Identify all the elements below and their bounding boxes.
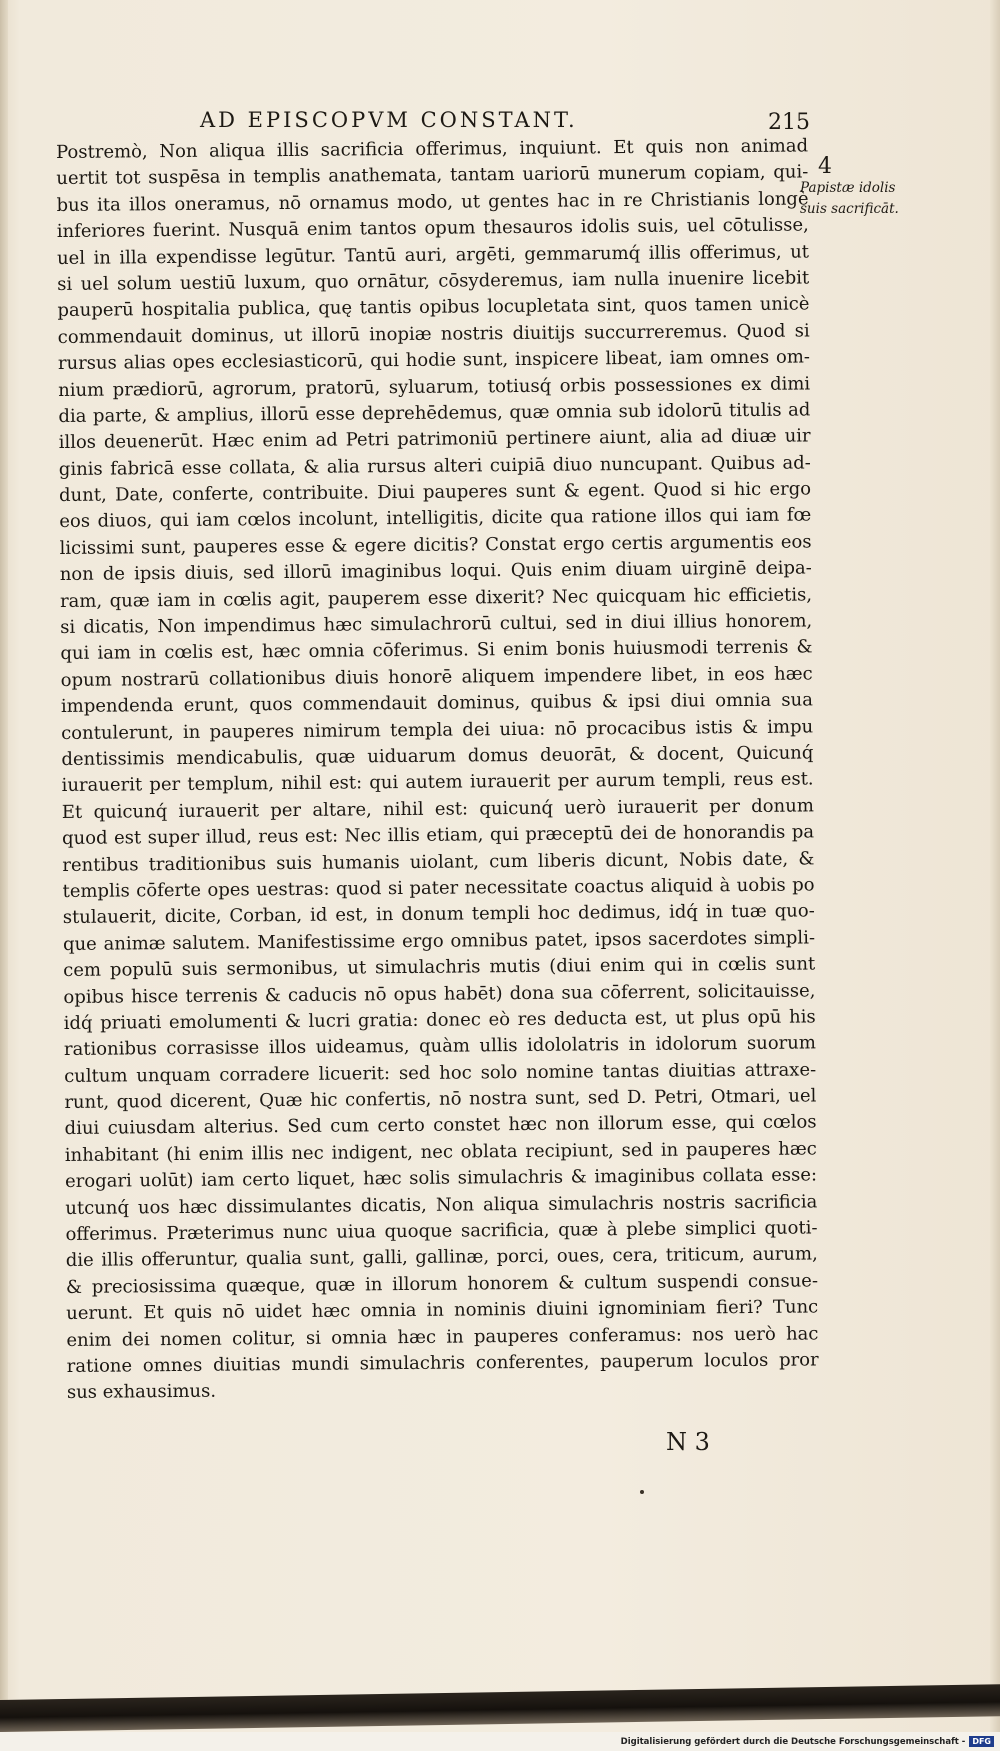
text-line: runt, quod dicerent, Quæ hic confertis, nō nostra sunt, sed D. Petri, Otmari, uel <box>64 1085 817 1114</box>
text-line: ginis fabricā esse collata, & alia rursus alteri cuipiā diuo nuncupant. Quibus ad- <box>58 452 811 480</box>
text-line: uel in illa expendisse legūtur. Tantū auri, argēti, gemmarumq́ illis offerimus, ut <box>56 240 810 269</box>
page-gutter-shadow <box>0 0 8 1751</box>
text-line: impendenda erunt, quos commendauit dominus, quibus & ipsi diui omnia sua <box>60 689 814 718</box>
page-edge <box>990 0 1000 1751</box>
scan-bottom-shadow <box>0 1684 1000 1732</box>
text-line: diui cuiusdam alterius. Sed cum certo constet hæc non illorum esse, qui cœlos <box>64 1111 817 1140</box>
text-line: utcunq́ uos hæc dissimulantes dicatis, Non aliqua simulachris nostris sacrificia <box>65 1191 818 1219</box>
marginal-note-line: suis sacrificāt. <box>800 201 899 217</box>
text-line: si dicatis, Non impendimus hæc simulachrorū cultui, sed in diui illius honorem, <box>60 610 813 639</box>
marginal-number: 4 <box>818 154 832 179</box>
text-line: bus ita illos oneramus, nō ornamus modo, ut gentes hac in re Christianis longè <box>56 188 809 216</box>
text-line: uerunt. Et quis nō uidet hæc omnia in nominis diuini ignominiam fieri? Tunc <box>66 1296 819 1325</box>
digitization-footer <box>0 1732 1000 1751</box>
text-line: sus exhausimus. <box>66 1381 217 1404</box>
text-line: Et quicunq́ iurauerit per altare, nihil est: quicunq́ uerò iurauerit per donum <box>61 795 814 823</box>
text-line: qui iam in cœlis est, hæc omnia cōferimus. Si enim bonis huiusmodi terrenis & <box>60 636 813 665</box>
text-line: rationibus corrasisse illos uideamus, quàm ullis idololatris in idolorum suorum <box>63 1032 817 1061</box>
text-line: stulauerit, dicite, Corban, id est, in donum templi hoc dedimus, idq́ in tuæ quo- <box>62 900 815 929</box>
marginal-note-line: Papistæ idolis <box>800 180 896 196</box>
marginal-note <box>800 178 990 230</box>
text-line: die illis offeruntur, qualia sunt, galli, gallinæ, porci, oues, cera, triticum, aurum, <box>65 1243 818 1272</box>
running-head: AD EPISCOPVM CONSTANT. <box>200 108 578 132</box>
text-line: cultum unquam corradere licuerit: sed hoc solo nomine tantas diuitias attraxe- <box>64 1059 817 1087</box>
text-line: cem populū suis sermonibus, ut simulachris mutis (diui enim qui in cœlis sunt <box>63 953 816 982</box>
text-line: opum nostrarū collationibus diuis honorē aliquem impendere libet, in eos hæc <box>60 663 813 691</box>
text-line: commendauit dominus, ut illorū inopiæ nostris diuitijs succurreremus. Quod si <box>57 320 810 348</box>
text-line: opibus hisce terrenis & caducis nō opus habēt) dona sua cōferrent, solicitauisse, <box>63 979 816 1008</box>
text-line: non de ipsis diuis, sed illorū imaginibus loqui. Quis enim diuam uirginē deipa- <box>59 557 812 586</box>
text-line: enim dei nomen colitur, si omnia hæc in pauperes conferamus: nos uerò hac <box>66 1322 819 1351</box>
text-line: quod est super illud, reus est: Nec illis etiam, qui præceptū dei de honorandis pa <box>62 821 815 850</box>
text-line: idq́ priuati emolumenti & lucri gratia: donec eò res deducta est, ut plus opū his <box>63 1006 816 1034</box>
text-line: dunt, Date, conferte, contribuite. Diui pauperes sunt & egent. Quod si hic ergo <box>59 478 812 507</box>
text-line: inhabitant (hi enim illis nec indigent, nec oblata recipiunt, sed in pauperes hæc <box>64 1138 817 1166</box>
text-line: iurauerit per templum, nihil est: qui autem iurauerit per aurum templi, reus est. <box>61 768 814 797</box>
ink-speck <box>640 1490 644 1494</box>
text-line: dentissimis mendicabulis, quæ uiduarum domus deuorāt, & docent, Quicunq́ <box>61 742 814 770</box>
text-line: que animæ salutem. Manifestissime ergo omnibus patet, ipsos sacerdotes simpli- <box>62 927 816 955</box>
text-line: uertit tot suspēsa in templis anathemata, tantam uariorū munerum copiam, qui- <box>56 161 809 190</box>
page-number: 215 <box>768 110 810 135</box>
text-line: ratione omnes diuitias mundi simulachris conferentes, pauperum loculos pror <box>66 1349 819 1377</box>
text-line: eos diuos, qui iam cœlos incolunt, intelligitis, dicite qua ratione illos qui iam fœ <box>59 504 812 533</box>
text-line: pauperū hospitalia publica, quę tantis opibus locupletata sint, quos tamen unicè <box>57 293 810 322</box>
text-line: rentibus traditionibus suis humanis uiolant, cum liberis dicunt, Nobis date, & <box>62 847 815 876</box>
text-line: dia parte, & amplius, illorū esse deprehēdemus, quæ omnia sub idolorū titulis ad <box>58 399 811 427</box>
body-text <box>56 133 819 1430</box>
text-line: offerimus. Præterimus nunc uiua quoque sacrificia, quæ à plebe simplici quoti- <box>65 1217 818 1245</box>
text-line: erogari uolūt) iam certo liquet, hæc solis simulachris & imaginibus collata esse: <box>64 1164 818 1193</box>
text-line: contulerunt, in pauperes nimirum templa dei uiua: nō procacibus istis & impu <box>61 716 814 744</box>
text-line: licissimi sunt, pauperes esse & egere dicitis? Constat ergo certis argumentis eos <box>59 531 812 559</box>
text-line: ram, quæ iam in cœlis agit, pauperem esse dixerit? Nec quicquam hic efficietis, <box>59 584 813 612</box>
text-line: rursus alias opes ecclesiasticorū, qui hodie sunt, inspicere libeat, iam omnes om- <box>57 346 811 375</box>
text-line: nium prædiorū, agrorum, pratorū, syluarum, totiusq́ orbis possessiones ex dimi <box>58 372 811 401</box>
signature-mark: N 3 <box>666 1428 710 1456</box>
text-line: inferiores fuerint. Nusquā enim tantos opum thesauros idolis suis, uel cōtulisse, <box>56 214 809 243</box>
text-line: illos deuenerūt. Hæc enim ad Petri patrimoniū pertinere aiunt, alia ad diuæ uir <box>58 425 811 454</box>
text-line: & preciosissima quæque, quæ in illorum honorem & cultum suspendi consue- <box>65 1270 819 1298</box>
dfg-logo: DFG <box>969 1736 994 1747</box>
text-line: si uel solum uestiū luxum, quo ornātur, cōsyderemus, iam nulla inuenire licebit <box>57 267 810 295</box>
text-line: Postremò, Non aliqua illis sacrificia offerimus, inquiunt. Et quis non animad <box>56 135 809 163</box>
footer-credit: Digitalisierung gefördert durch die Deutsche Forschungsgemeinschaft - <box>620 1736 966 1747</box>
text-line: templis cōferte opes uestras: quod si pater necessitate coactus aliquid à uobis po <box>62 874 815 902</box>
